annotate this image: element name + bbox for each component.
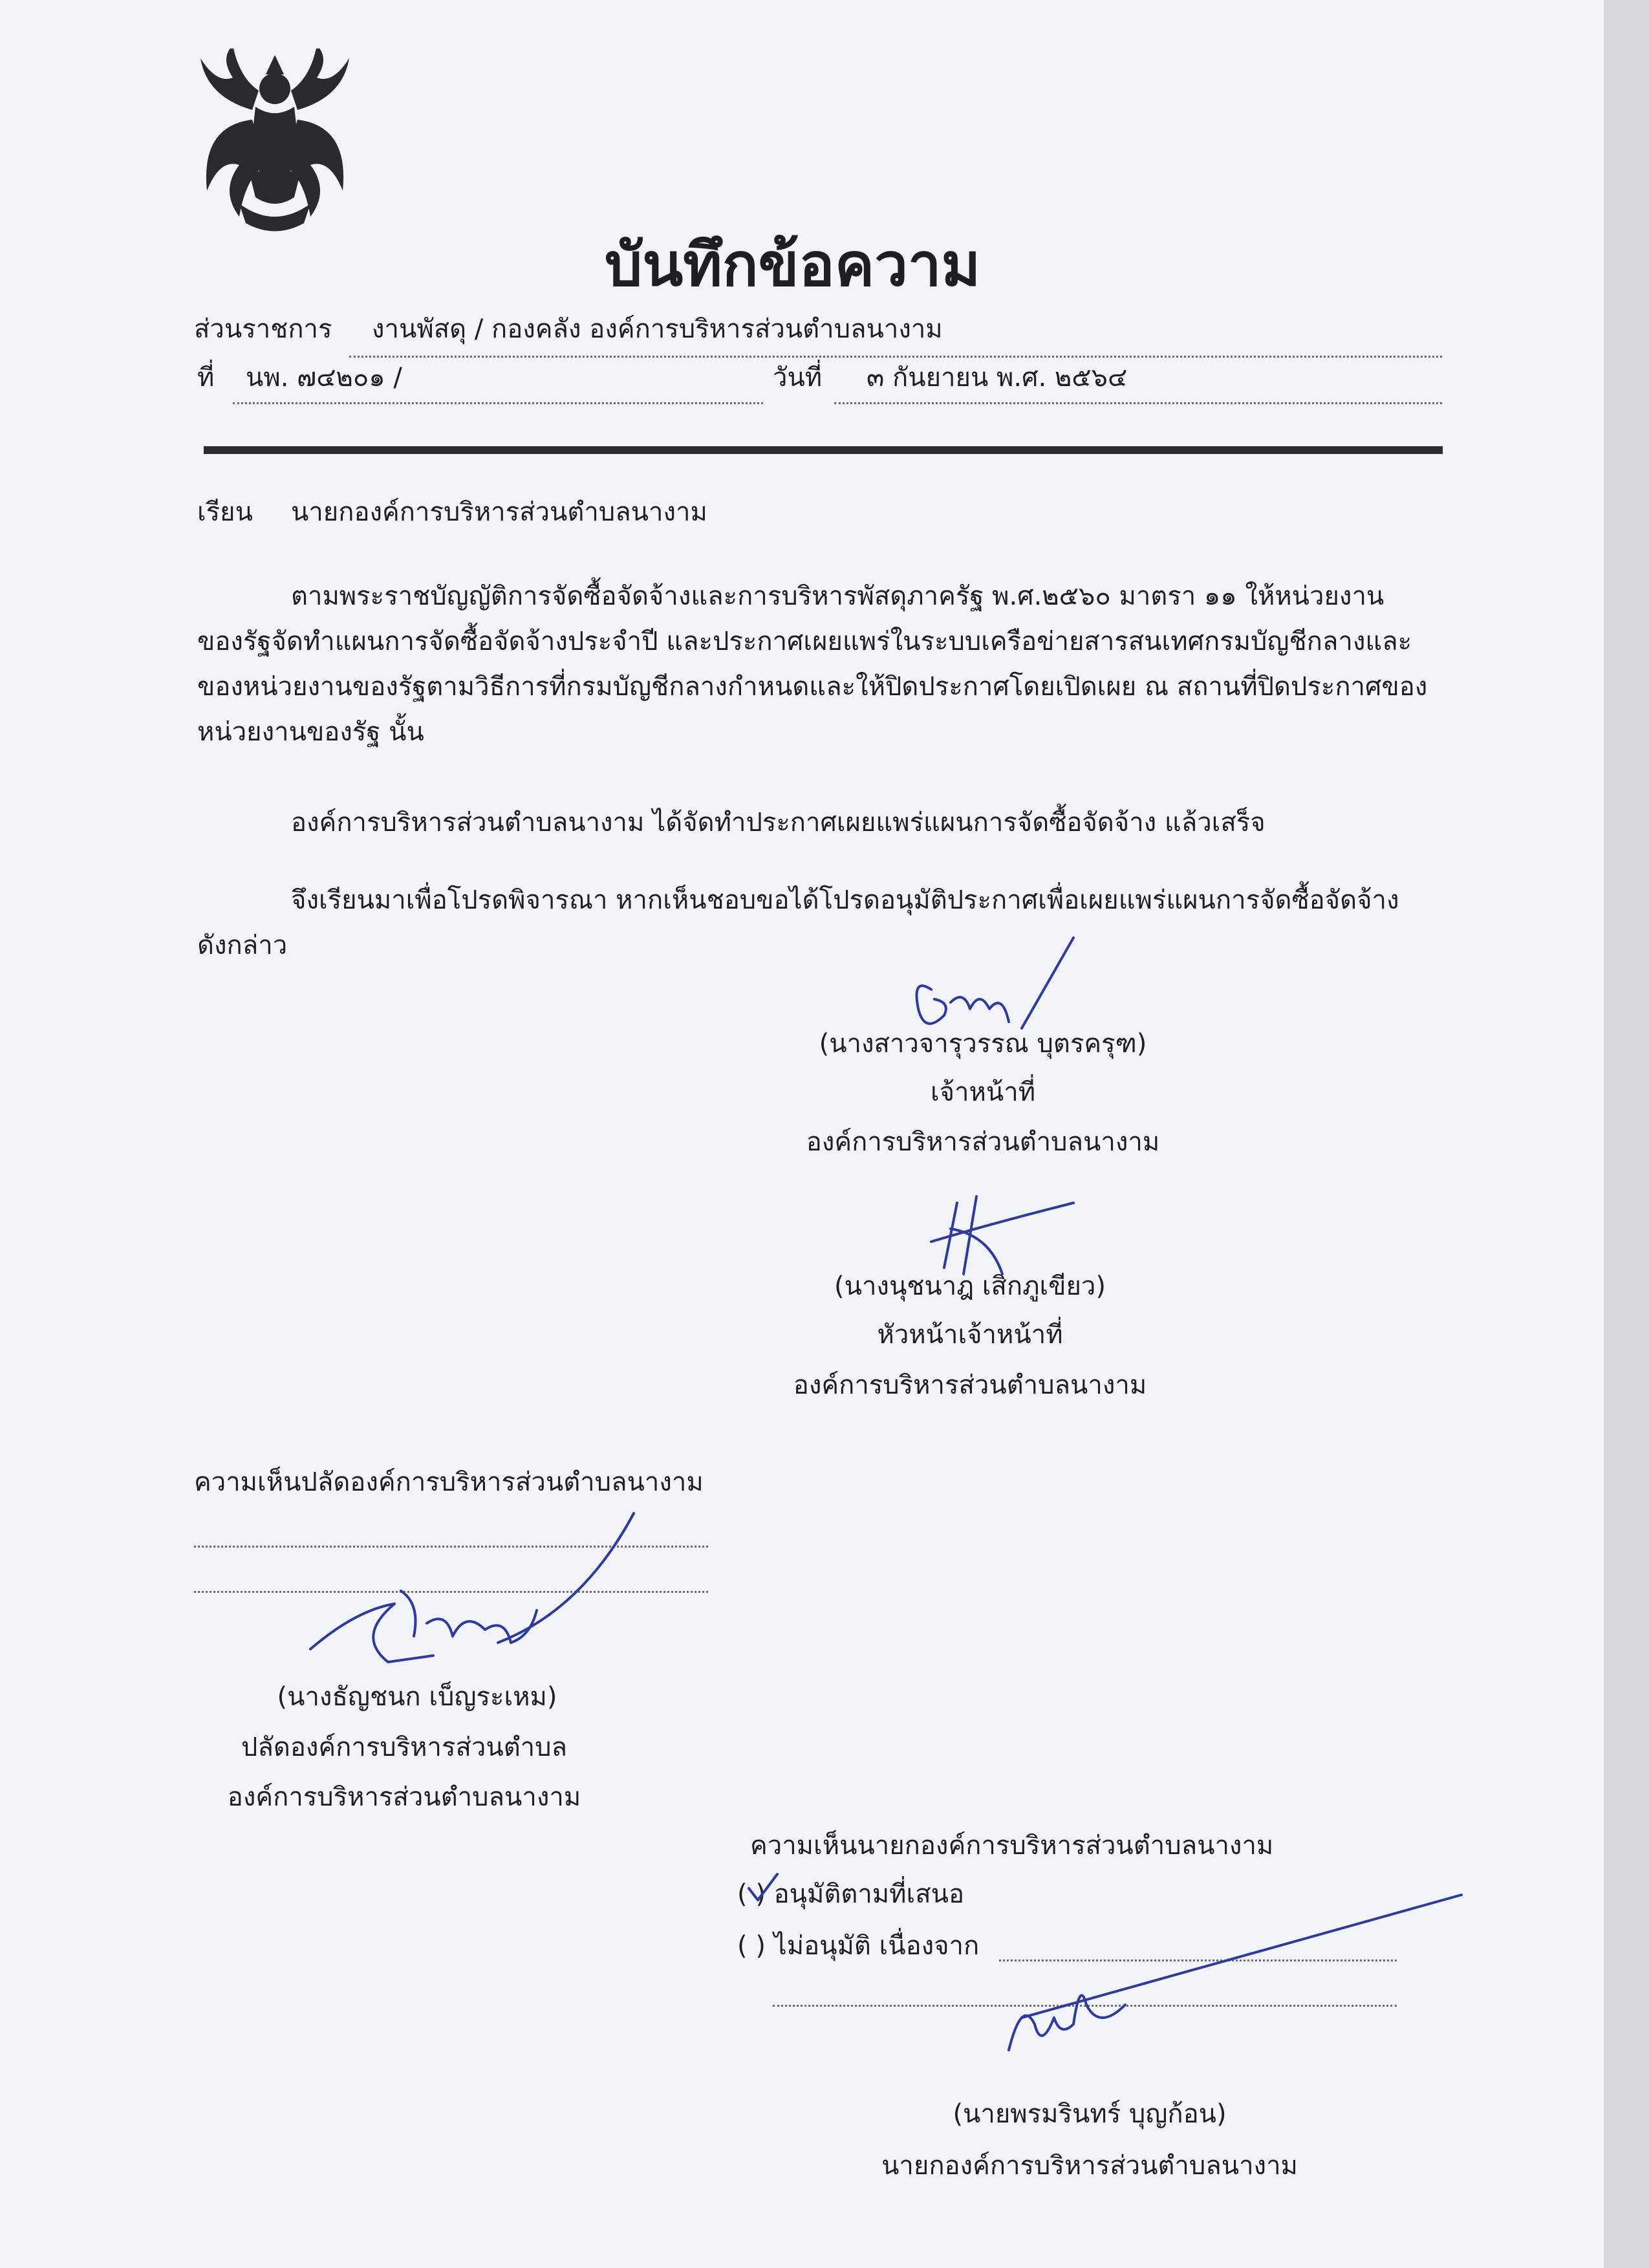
body-p3-line1: จึงเรียนมาเพื่อโปรดพิจารณา หากเห็นชอบขอได้โปรดอนุมัติประกาศเพื่อเผยแพร่แผนการจัดซื้อจัดจ้าง (291, 885, 1399, 915)
agency-value: งานพัสดุ / กองคลัง องค์การบริหารส่วนตำบลนางาม (372, 314, 943, 344)
head-officer-name: (นางนุชนาฎ เสิกภูเขียว) (834, 1271, 1106, 1301)
date-dotted-line (834, 402, 1442, 404)
body-p1-line3: ของหน่วยงานของรัฐตามวิธีการที่กรมบัญชีกลางกำหนดและให้ปิดประกาศโดยเปิดเผย ณ สถานที่ปิดประกาศของ (197, 672, 1428, 702)
mayor-name: (นายพรมรินทร์ บุญก้อน) (953, 2099, 1227, 2129)
date-value: ๓ กันยายน พ.ศ. ๒๕๖๔ (867, 363, 1128, 393)
date-label: วันที่ (773, 363, 823, 393)
agency-dotted-line (349, 356, 1442, 358)
clerk-name: (นางธัญชนก เบ็ญระเหม) (277, 1682, 557, 1712)
mayor-approve-option: ( ) อนุมัติตามที่เสนอ (737, 1879, 964, 1909)
salutation-label: เรียน (197, 497, 253, 527)
mayor-signature-icon (996, 1888, 1468, 2063)
salutation-value: นายกองค์การบริหารส่วนตำบลนางาม (291, 497, 707, 527)
body-p1-line2: ของรัฐจัดทำแผนการจัดซื้อจัดจ้างประจำปี และประกาศเผยแพร่ในระบบเครือข่ายสารสนเทศกรมบัญชีกลางและ (197, 627, 1412, 656)
head-officer-org: องค์การบริหารส่วนตำบลนางาม (793, 1370, 1147, 1400)
body-p1-line1: ตามพระราชบัญญัติการจัดซื้อจัดจ้างและการบริหารพัสดุภาครัฐ พ.ศ.๒๕๖๐ มาตรา ๑๑ ให้หน่วยงาน (291, 581, 1385, 611)
garuda-emblem-icon (194, 49, 356, 243)
header-rule (204, 446, 1443, 454)
body-p2: องค์การบริหารส่วนตำบลนางาม ได้จัดทำประกาศเผยแพร่แผนการจัดซื้อจัดจ้าง แล้วเสร็จ (291, 808, 1266, 837)
head-officer-position: หัวหน้าเจ้าหน้าที่ (877, 1320, 1063, 1350)
officer-position: เจ้าหน้าที่ (930, 1077, 1036, 1107)
agency-label: ส่วนราชการ (194, 314, 332, 344)
officer-org: องค์การบริหารส่วนตำบลนางาม (806, 1127, 1160, 1157)
clerk-signature-icon (304, 1507, 640, 1681)
memo-title: บันทึกข้อความ (605, 230, 981, 299)
clerk-opinion-label: ความเห็นปลัดองค์การบริหารส่วนตำบลนางาม (194, 1467, 704, 1497)
officer-name: (นางสาวจารุวรรณ บุตรครุฑ) (819, 1029, 1147, 1059)
mayor-opinion-label: ความเห็นนายกองค์การบริหารส่วนตำบลนางาม (750, 1831, 1274, 1861)
body-p3-line2: ดังกล่าว (197, 931, 288, 960)
mayor-position: นายกองค์การบริหารส่วนตำบลนางาม (881, 2151, 1298, 2181)
ref-label: ที่ (197, 363, 215, 393)
mayor-reject-option: ( ) ไม่อนุมัติ เนื่องจาก (737, 1931, 980, 1961)
clerk-org: องค์การบริหารส่วนตำบลนางาม (227, 1782, 581, 1812)
ref-value: นพ. ๗๔๒๐๑ / (246, 363, 402, 393)
ref-dotted-line (233, 402, 763, 404)
body-p1-line4: หน่วยงานของรัฐ นั้น (197, 717, 424, 747)
approve-check-mark-icon (744, 1869, 782, 1908)
clerk-position: ปลัดองค์การบริหารส่วนตำบล (241, 1733, 568, 1762)
scan-edge (1604, 0, 1649, 2268)
